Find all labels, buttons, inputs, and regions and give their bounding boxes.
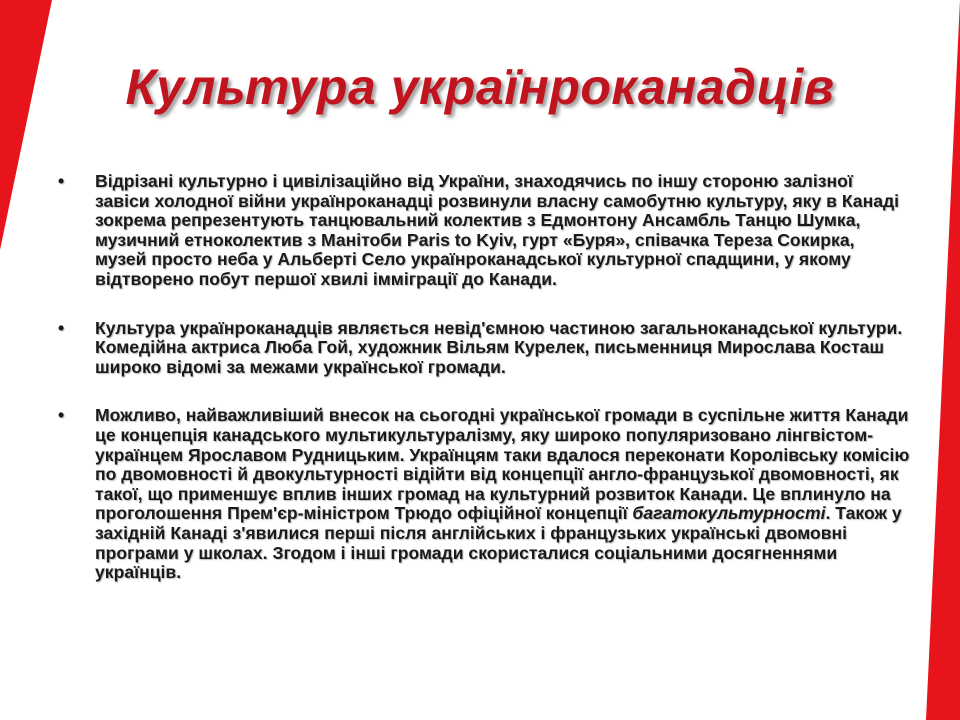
bullet-text: Культура українроканадців являється невід'ємною частиною загальноканадської культури. Комедійна актриса Люба Гой, художник Вільям Курелек, письменниця Мирослава Косташ широко відомі за межами української громади. xyxy=(95,317,903,377)
bullet-text-part: Можливо, найважливіший внесок на сьогодні української громади в суспільне життя Канади це концепція канадського мультикультуралізму, яку широко популяризовано лінгвістом-українцем Ярославом Рудницьким. Українцям таки вдалося переконати Королівську комісію по двомовності й двокультурності відійти від концепції англо-французької двомовності, як такої, що применшує вплив інших громад на культурний розвиток Канади. Це вплинуло на проголошення Прем'єр-міністром Трюдо офіційної концепції xyxy=(95,405,910,524)
slide-title: Культура українроканадців xyxy=(125,59,835,115)
bullet-dot: • xyxy=(58,171,65,191)
bullet-dot: • xyxy=(58,317,65,338)
bullet-item xyxy=(58,319,910,378)
bullet-dot: • xyxy=(58,405,65,426)
bullet-list xyxy=(58,172,910,612)
bullet-text xyxy=(95,405,909,582)
left-red-band xyxy=(0,0,52,250)
bullet-text: Відрізані культурно і цивілізаційно від України, знаходячись по іншу стороню залізної завіси холодної війни українроканадці розвинули власну самобутню культуру, яку в Канаді зокрема репрезентують танцювальний колектив з Едмонтону Ансамбль Танцю Шумка, музичний етноколектив з Манітоби Paris to Kyiv, гурт «Буря», співачка Тереза Сокирка, музей просто неба у Альберті Село українроканадської культурної спадщини, у якому відтворено побут першої хвилі імміграції до Канади. xyxy=(95,171,900,289)
bullet-item xyxy=(58,406,910,582)
bullet-text-part: . Також у західній Канаді з'явилися перші після англійських і французьких українські двомовні програми у школах. Згодом і інші громади скористалися соціальними досягненнями українців. xyxy=(95,503,902,583)
bullet-text-italic: багатокультурності xyxy=(632,503,826,524)
bullet-item xyxy=(58,172,910,290)
